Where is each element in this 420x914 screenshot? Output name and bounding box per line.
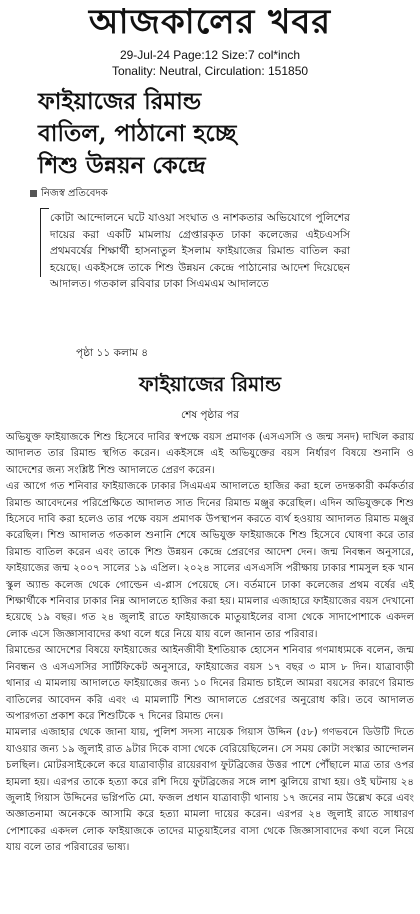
headline-line-3: শিশু উন্নয়ন কেন্দ্রে <box>38 152 206 179</box>
continuation-label: শেষ পৃষ্ঠার পর <box>180 409 240 421</box>
continuation-headline: ফাইয়াজের রিমান্ড <box>139 372 281 396</box>
body-paragraph: অভিযুক্ত ফাইয়াজকে শিশু হিসেবে দাবির স্বপক্ষে বয়স প্রমাণক (এসএসসি ও জন্ম সনদ) দাখিল করায় আদালত তার রিমান্ড স্থগিত করেন। একইসঙ্গে এই অভিযুক্তের বয়স নির্ধারণ বিষয়ে শুনানি ও আদেশের জন্য সংশ্লিষ্ট শিশু আদালতে প্রেরণ করেন। <box>6 432 414 476</box>
square-bullet-icon <box>30 190 37 197</box>
lead-paragraph: কোটা আন্দোলনে ঘটে যাওয়া সংঘাত ও নাশকতার অভিযোগে পুলিশের দায়ের করা একটি মামলায় গ্রেপ্তারকৃত ঢাকা কলেজের এইচএসসি প্রথমবর্ষের শিক্ষার্থী হাসনাতুল ইসলাম ফাইয়াজের রিমান্ড বাতিল করা হয়েছে। একইসঙ্গে তাকে শিশু উন্নয়ন কেন্দ্রে পাঠানোর আদেশ দিয়েছেন আদালত। গতকাল রবিবার ঢাকা সিএমএম আদালতে <box>50 212 350 291</box>
headline <box>38 86 288 182</box>
jump-reference: পৃষ্ঠা ১১ কলাম ৪ <box>76 347 149 359</box>
clip-meta-date-page: 29-Jul-24 Page:12 Size:7 col*inch <box>119 48 301 62</box>
reporter-name: নিজস্ব প্রতিবেদক <box>41 188 108 199</box>
masthead-title: আজকালের খবর <box>88 2 332 42</box>
headline-line-1: ফাইয়াজের রিমান্ড <box>38 88 202 115</box>
reporter-byline <box>30 186 108 203</box>
body-paragraph: রিমান্ডের আদেশের বিষয়ে ফাইয়াজের আইনজীবী ইশতিয়াক হোসেন শনিবার গণমাধ্যমকে বলেন, জন্ম নিবন্ধন ও এসএসসির সার্টিফিকেট অনুসারে, ফাইয়াজের বয়স ১৭ বছর ৩ মাস ৮ দিন। যাত্রাবাড়ী থানার এ মামলায় আদালতে ফাইয়াজের জন্য ১০ দিনের রিমান্ড চাইলে আমরা বয়সের কারণে রিমান্ড বাতিলের আবেদন করি এবং এ মামলাটি শিশু আদালতে প্রেরণের অনুরোধ করি। তবে আদালত অপারগতা প্রকাশ করে শিশুটিকে ৭ দিনের রিমান্ড দেন। <box>6 645 414 722</box>
headline-line-2: বাতিল, পাঠানো হচ্ছে <box>38 120 237 147</box>
body-paragraph: এর আগে গত শনিবার ফাইয়াজকে ঢাকার সিএমএম আদালতে হাজির করা হলে তদন্তকারী কর্মকর্তার রিমান্ড আবেদনের পরিপ্রেক্ষিতে আদালত সাত দিনের রিমান্ড মঞ্জুর করেছিল। এদিন অভিযুক্তকে শিশু হিসেবে দাবি করা হলেও তার পক্ষে বয়স প্রমাণক উপস্থাপন করতে ব্যর্থ হওয়ায় আদালত রিমান্ড মঞ্জুর করেছিল। শিশু আদালত গতকাল শুনানি শেষে অভিযুক্ত ফাইয়াজকে শিশু হিসেবে ঘোষণা করে তার রিমান্ড বাতিল করেন এবং তাকে শিশু উন্নয়ন কেন্দ্রে প্রেরণের আদেশ দেন। জন্ম নিবন্ধন অনুসারে, ফাইয়াজের জন্ম ২০০৭ সালের ১৯ এপ্রিল। ২০২৪ সালের এসএসসি পরীক্ষায় ঢাকার শামসুল হক খান স্কুল অ্যান্ড কলেজ থেকে গোল্ডেন এ-প্লাস পেয়েছে সে। বর্তমানে ঢাকা কলেজের প্রথম বর্ষের এই শিক্ষার্থীকে শনিবার ঢাকার নিম্ন আদালতে হাজির করা হয়। মামলার এজাহারে ফাইয়াজের বয়স দেখানো হয়েছে ১৯ বছর। গত ২৪ জুলাই রাতে ফাইয়াজকে মাতুয়াইলের বাসা থেকে সাদাপোশাকে একদল লোক এসে জিজ্ঞাসাবাদের কথা বলে ধরে নিয়ে যায় বলে জানান তার পরিবার। <box>6 481 414 640</box>
lead-paragraph-block <box>50 210 350 293</box>
lead-corner-rule <box>40 208 49 277</box>
clip-meta-tonality: Tonality: Neutral, Circulation: 151850 <box>111 64 309 78</box>
continuation-body <box>6 430 414 857</box>
body-paragraph: মামলার এজাহার থেকে জানা যায়, পুলিশ সদস্য নায়েক গিয়াস উদ্দিন (৫৮) গণভবনে ডিউটি দিতে যাওয়ার জন্য ১৯ জুলাই রাত ৯টার দিকে বাসা থেকে বেরিয়েছিলেন। সে সময় কোটা সংস্কার আন্দোলন চলছিল। মোটরসাইকেলে করে যাত্রাবাড়ীর রায়েরবাগ ফুটব্রিজের উত্তর পাশে পৌঁছালে মাত্র তার ওপর হামলা হয়। এরপর তাকে হত্যা করে রশি দিয়ে ফুটব্রিজের সঙ্গে লাশ ঝুলিয়ে রাখা হয়। ওই ঘটনায় ২৪ জুলাই গিয়াস উদ্দিনের ভগ্নিপতি মো. ফজল প্রধান যাত্রাবাড়ী থানায় ১৭ জনের নাম উল্লেখ করে এবং অজ্ঞাতনামা অনেককে আসামি করে হত্যা মামলা দায়ের করেন। এরপর ২৪ জুলাই রাতে সাধারণ পোশাকের একদল লোক ফাইয়াজকে তাদের মাতুয়াইলের বাসা থেকে জিজ্ঞাসাবাদের কথা বলে নিয়ে যায় বলে তার পরিবারের ভাষ্য। <box>6 727 414 854</box>
